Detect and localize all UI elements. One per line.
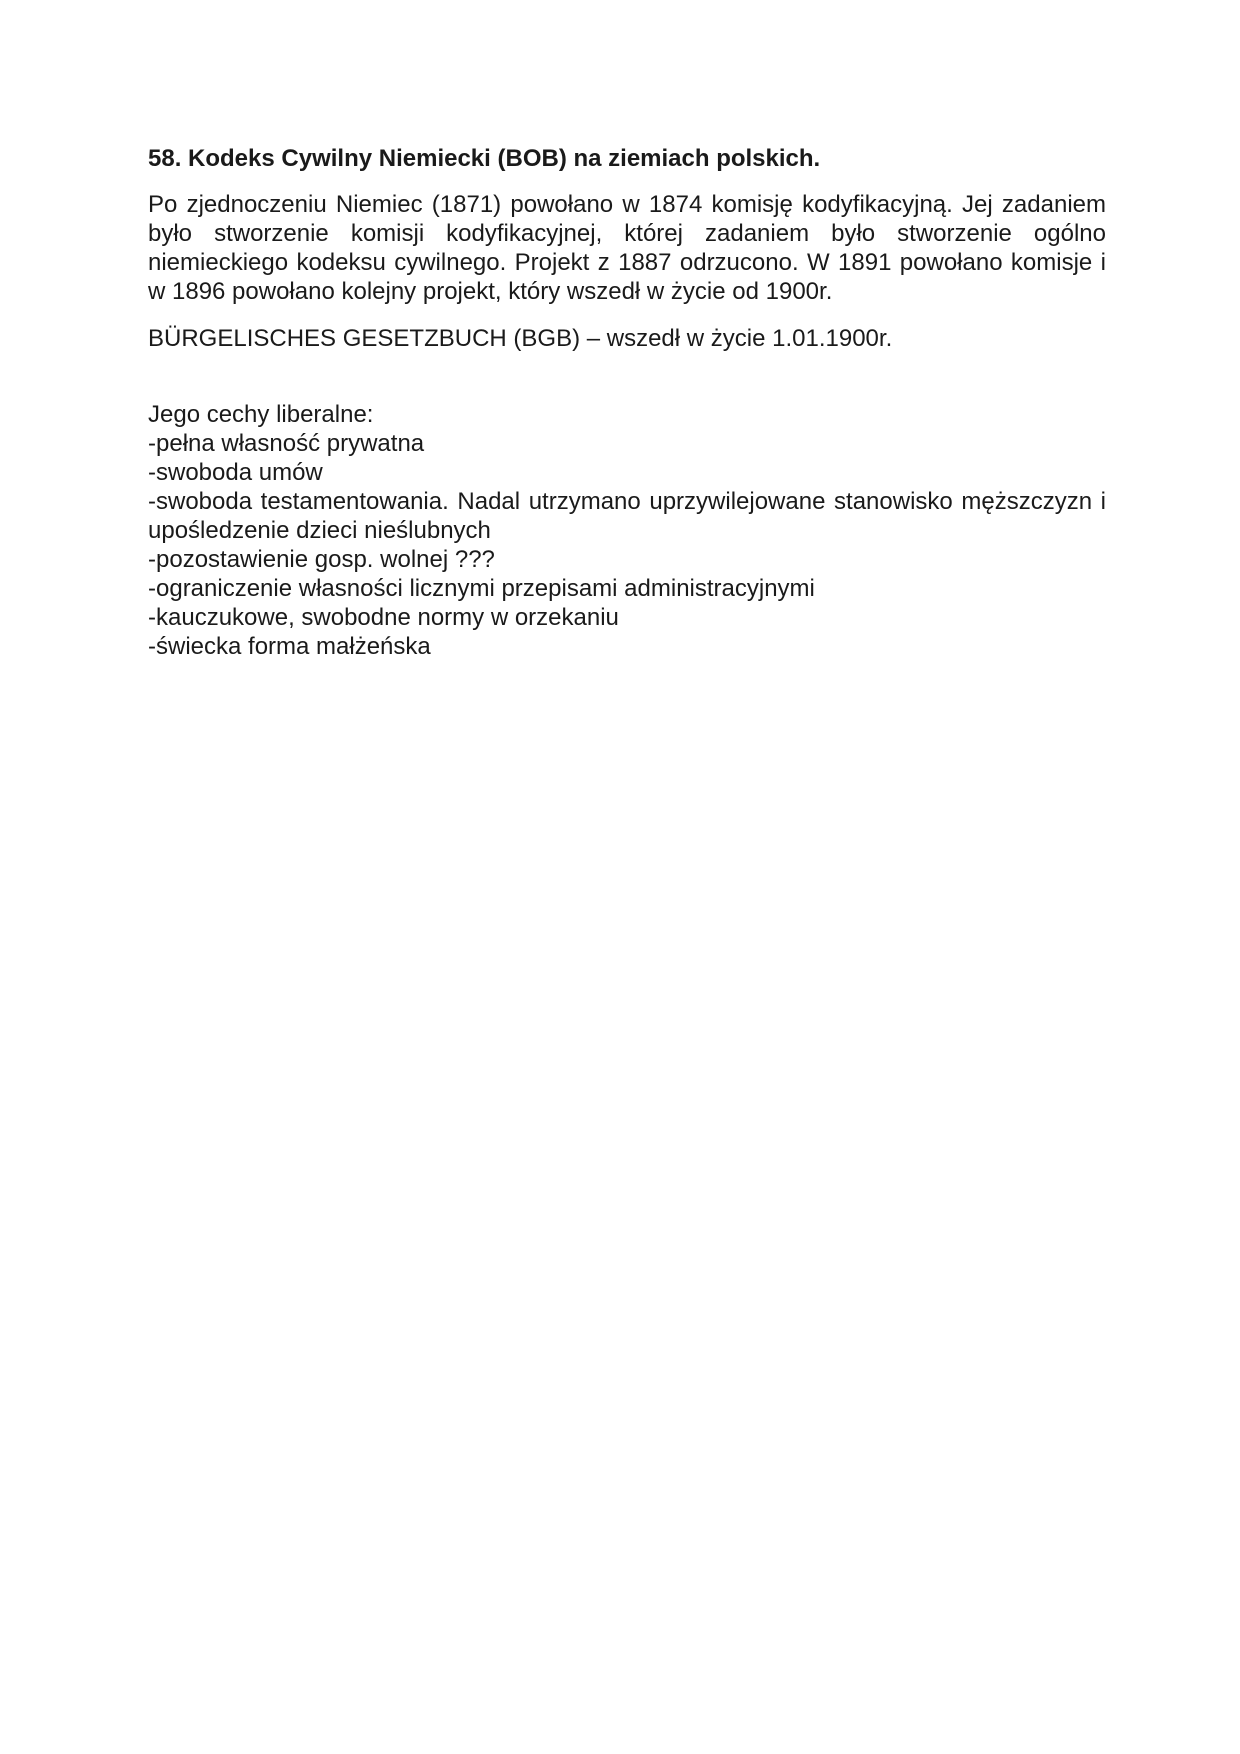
- list-item: -świecka forma małżeńska: [148, 633, 431, 660]
- bgb-line: BÜRGELISCHES GESETZBUCH (BGB) – wszedł w życie 1.01.1900r.: [148, 325, 893, 352]
- list-item: -pełna własność prywatna: [148, 430, 425, 457]
- list-item: -ograniczenie własności licznymi przepisami administracyjnymi: [148, 575, 815, 602]
- document-title: 58. Kodeks Cywilny Niemiecki (BOB) na ziemiach polskich.: [148, 145, 821, 172]
- features-heading: Jego cechy liberalne:: [148, 401, 374, 428]
- list-item: -swoboda testamentowania. Nadal utrzymano uprzywilejowane stanowisko męższczyzn i upośledzenie dzieci nieślubnych: [148, 488, 1106, 544]
- features-list: [148, 429, 1106, 661]
- list-item: -kauczukowe, swobodne normy w orzekaniu: [148, 604, 619, 631]
- list-item: -swoboda umów: [148, 459, 323, 486]
- intro-paragraph: Po zjednoczeniu Niemiec (1871) powołano w 1874 komisję kodyfikacyjną. Jej zadaniem było stworzenie komisji kodyfikacyjnej, której zadaniem było stworzenie ogólno niemieckiego kodeksu cywilnego. Projekt z 1887 odrzucono. W 1891 powołano komisje i w 1896 powołano kolejny projekt, który wszedł w życie od 1900r.: [148, 191, 1106, 305]
- document-page: [148, 144, 1106, 661]
- list-item: -pozostawienie gosp. wolnej ???: [148, 546, 495, 573]
